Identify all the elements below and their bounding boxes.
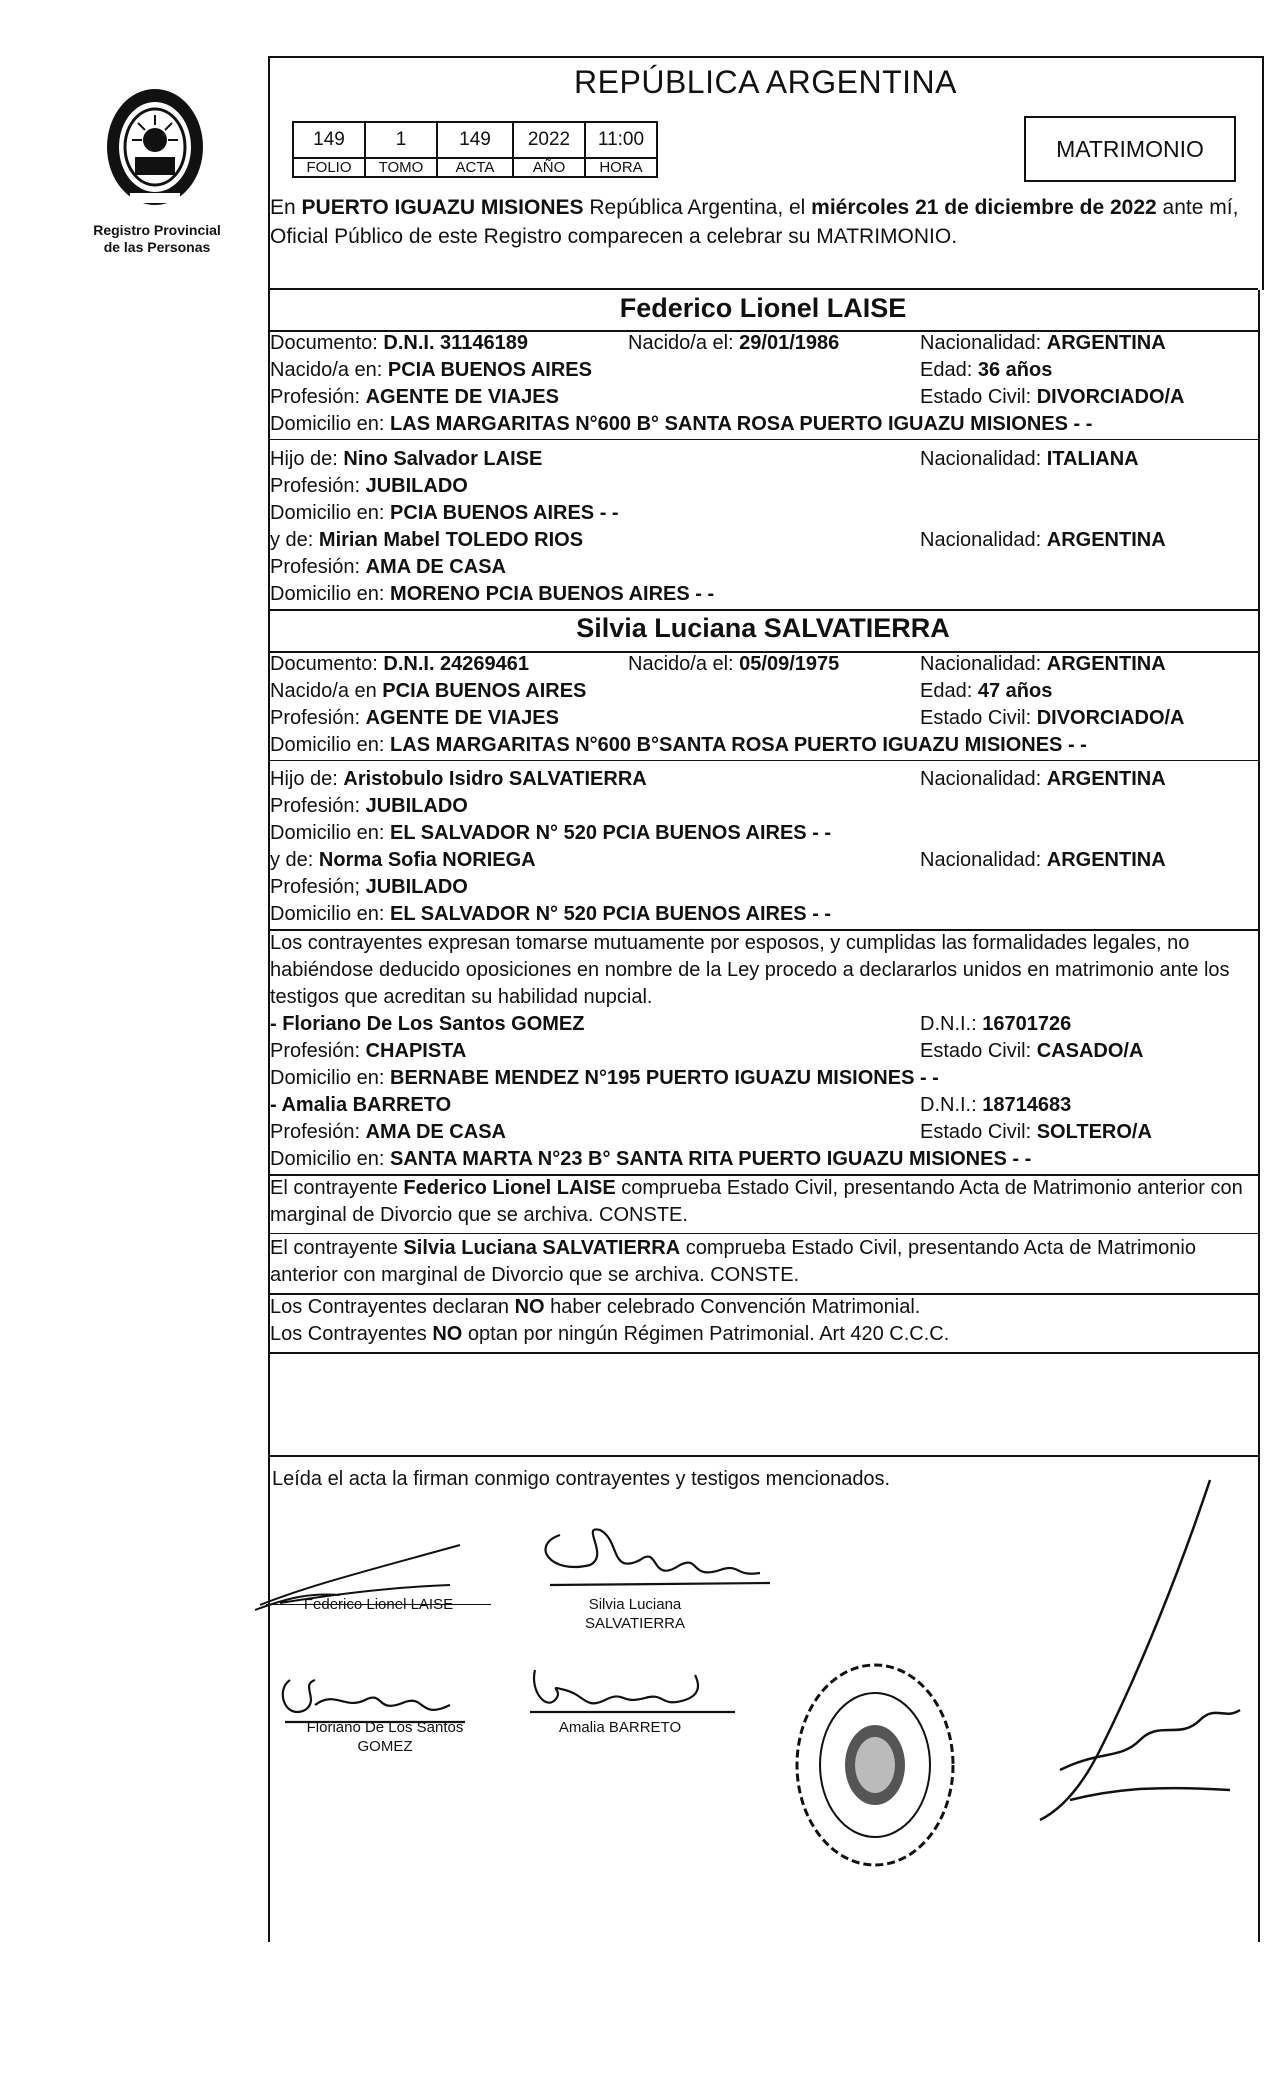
folio-label: FOLIO <box>293 158 365 177</box>
closing-text: Leída el acta la firman conmigo contrayentes y testigos mencionados. <box>272 1468 891 1490</box>
spouse2-mother-profession: Profesión; JUBILADO <box>270 876 468 898</box>
spouse1-mother-address: Domicilio en: MORENO PCIA BUENOS AIRES - - <box>270 583 715 605</box>
spouse1-name: Federico Lionel LAISE <box>619 293 907 323</box>
spouse2-nationality: Nacionalidad: ARGENTINA <box>920 653 1166 675</box>
spouse1-father-nationality: Nacionalidad: ITALIANA <box>920 448 1139 470</box>
spouse2-mother-nationality: Nacionalidad: ARGENTINA <box>920 849 1166 871</box>
spouse1-age: Edad: 36 años <box>920 359 1053 381</box>
intro-paragraph: En PUERTO IGUAZU MISIONES República Argentina, el miércoles 21 de diciembre de 2022 ante mí, Oficial Público de este Registro comparecen a celebrar su MATRIMONIO. <box>270 196 1239 248</box>
note-regime: Los Contrayentes NO optan por ningún Régimen Patrimonial. Art 420 C.C.C. <box>270 1323 950 1345</box>
witness1-address: Domicilio en: BERNABE MENDEZ N°195 PUERTO IGUAZU MISIONES - - <box>270 1067 939 1089</box>
spouse2-birth-place: Nacido/a en PCIA BUENOS AIRES <box>270 680 587 702</box>
witness2-dni: D.N.I.: 18714683 <box>920 1094 1072 1116</box>
spouse2-name: Silvia Luciana SALVATIERRA <box>576 613 950 643</box>
note-spouse1: El contrayente Federico Lionel LAISE comprueba Estado Civil, presentando Acta de Matrimonio anterior con marginal de Divorcio que se archiva. CONSTE. <box>270 1177 1243 1226</box>
spouse1-profession: Profesión: AGENTE DE VIAJES <box>270 386 559 408</box>
hora-label: HORA <box>585 158 657 177</box>
note-spouse1-underline <box>268 1233 1258 1234</box>
registry-numbers-table <box>292 121 658 178</box>
signature-label-silvia: Silvia Luciana SALVATIERRA <box>584 1596 686 1632</box>
spouse2-father-address: Domicilio en: EL SALVADOR N° 520 PCIA BUENOS AIRES - - <box>270 822 832 844</box>
frame-top-border <box>268 56 1263 58</box>
spouse1-civil-status: Estado Civil: DIVORCIADO/A <box>920 386 1185 408</box>
acta-label: ACTA <box>437 158 513 177</box>
witness1-name: - Floriano De Los Santos GOMEZ <box>270 1013 585 1035</box>
spouse2-birth-date: Nacido/a el: 05/09/1975 <box>628 653 840 675</box>
spouse2-address: Domicilio en: LAS MARGARITAS N°600 B°SANTA ROSA PUERTO IGUAZU MISIONES - - <box>270 734 1087 756</box>
intro-date: miércoles 21 de diciembre de 2022 <box>811 196 1157 219</box>
declaration-paragraph: Los contrayentes expresan tomarse mutuamente por esposos, y cumplidas las formalidades legales, no habiéndose deducido oposiciones en nombre de la Ley procedo a declararlos unidos en matrimonio ante los testigos que acreditan su habilidad nupcial. <box>270 932 1230 1008</box>
spouse1-address: Domicilio en: LAS MARGARITAS N°600 B° SANTA ROSA PUERTO IGUAZU MISIONES - - <box>270 413 1093 435</box>
folio-value: 149 <box>293 122 365 158</box>
spouse1-mother-nationality: Nacionalidad: ARGENTINA <box>920 529 1166 551</box>
signature-silvia <box>520 1515 780 1595</box>
spouse1-father-profession: Profesión: JUBILADO <box>270 475 468 497</box>
signature-label-floriano: Floriano De Los Santos GOMEZ <box>306 1719 464 1755</box>
witness1-dni: D.N.I.: 16701726 <box>920 1013 1072 1035</box>
document-type-box: MATRIMONIO <box>1024 116 1236 182</box>
witness2-civil-status: Estado Civil: SOLTERO/A <box>920 1121 1152 1143</box>
spouse2-mother: y de: Norma Sofia NORIEGA <box>270 849 536 871</box>
registry-office-label: Registro Provincial de las Personas <box>93 222 221 255</box>
witness2-address: Domicilio en: SANTA MARTA N°23 B° SANTA RITA PUERTO IGUAZU MISIONES - - <box>270 1148 1032 1170</box>
signature-amalia <box>525 1660 745 1720</box>
witness2-profession: Profesión: AMA DE CASA <box>270 1121 506 1143</box>
acta-value: 149 <box>437 122 513 158</box>
hora-value: 11:00 <box>585 122 657 158</box>
divider-regime-end <box>268 1352 1258 1354</box>
spouse1-father: Hijo de: Nino Salvador LAISE <box>270 448 543 470</box>
divider-spouse1-end <box>268 609 1258 611</box>
spouse2-profession: Profesión: AGENTE DE VIAJES <box>270 707 559 729</box>
spouse2-document: Documento: D.N.I. 24269461 <box>270 653 530 675</box>
country-title: REPÚBLICA ARGENTINA <box>574 64 957 100</box>
note-convention: Los Contrayentes declaran NO haber celebrado Convención Matrimonial. <box>270 1296 921 1318</box>
spouse2-father-nationality: Nacionalidad: ARGENTINA <box>920 768 1166 790</box>
spouse1-mother-profession: Profesión: AMA DE CASA <box>270 556 506 578</box>
spouse1-mother: y de: Mirian Mabel TOLEDO RIOS <box>270 529 584 551</box>
spouse1-nationality: Nacionalidad: ARGENTINA <box>920 332 1166 354</box>
anio-value: 2022 <box>513 122 585 158</box>
tomo-label: TOMO <box>365 158 437 177</box>
witness2-name: - Amalia BARRETO <box>270 1094 452 1116</box>
official-seal-stamp <box>790 1655 960 1875</box>
witness1-profession: Profesión: CHAPISTA <box>270 1040 467 1062</box>
spouse1-address-underline <box>268 439 1258 440</box>
spouse2-father-profession: Profesión: JUBILADO <box>270 795 468 817</box>
intro-place: PUERTO IGUAZU MISIONES <box>301 196 584 219</box>
spouse2-mother-address: Domicilio en: EL SALVADOR N° 520 PCIA BUENOS AIRES - - <box>270 903 832 925</box>
spouse2-father: Hijo de: Aristobulo Isidro SALVATIERRA <box>270 768 647 790</box>
frame-right-border <box>1258 290 1260 1942</box>
spouse2-address-underline <box>268 760 1258 761</box>
witness1-civil-status: Estado Civil: CASADO/A <box>920 1040 1144 1062</box>
spouse1-birth-date: Nacido/a el: 29/01/1986 <box>628 332 840 354</box>
note-spouse2: El contrayente Silvia Luciana SALVATIERRA comprueba Estado Civil, presentando Acta de Matrimonio anterior con marginal de Divorcio que se archiva. CONSTE. <box>270 1237 1196 1286</box>
registry-logo <box>100 85 210 215</box>
anio-label: AÑO <box>513 158 585 177</box>
spouse1-father-address: Domicilio en: PCIA BUENOS AIRES - - <box>270 502 619 524</box>
signature-label-federico: Federico Lionel LAISE <box>303 1596 454 1613</box>
spouse1-document: Documento: D.N.I. 31146189 <box>270 332 528 354</box>
spouse1-birth-place: Nacido/a en: PCIA BUENOS AIRES <box>270 359 592 381</box>
signature-official <box>980 1470 1250 1850</box>
spouse2-civil-status: Estado Civil: DIVORCIADO/A <box>920 707 1185 729</box>
divider-header <box>268 288 1258 290</box>
spouse2-age: Edad: 47 años <box>920 680 1053 702</box>
signature-label-amalia: Amalia BARRETO <box>558 1719 682 1736</box>
tomo-value: 1 <box>365 122 437 158</box>
divider-empty-box-end <box>268 1455 1258 1457</box>
